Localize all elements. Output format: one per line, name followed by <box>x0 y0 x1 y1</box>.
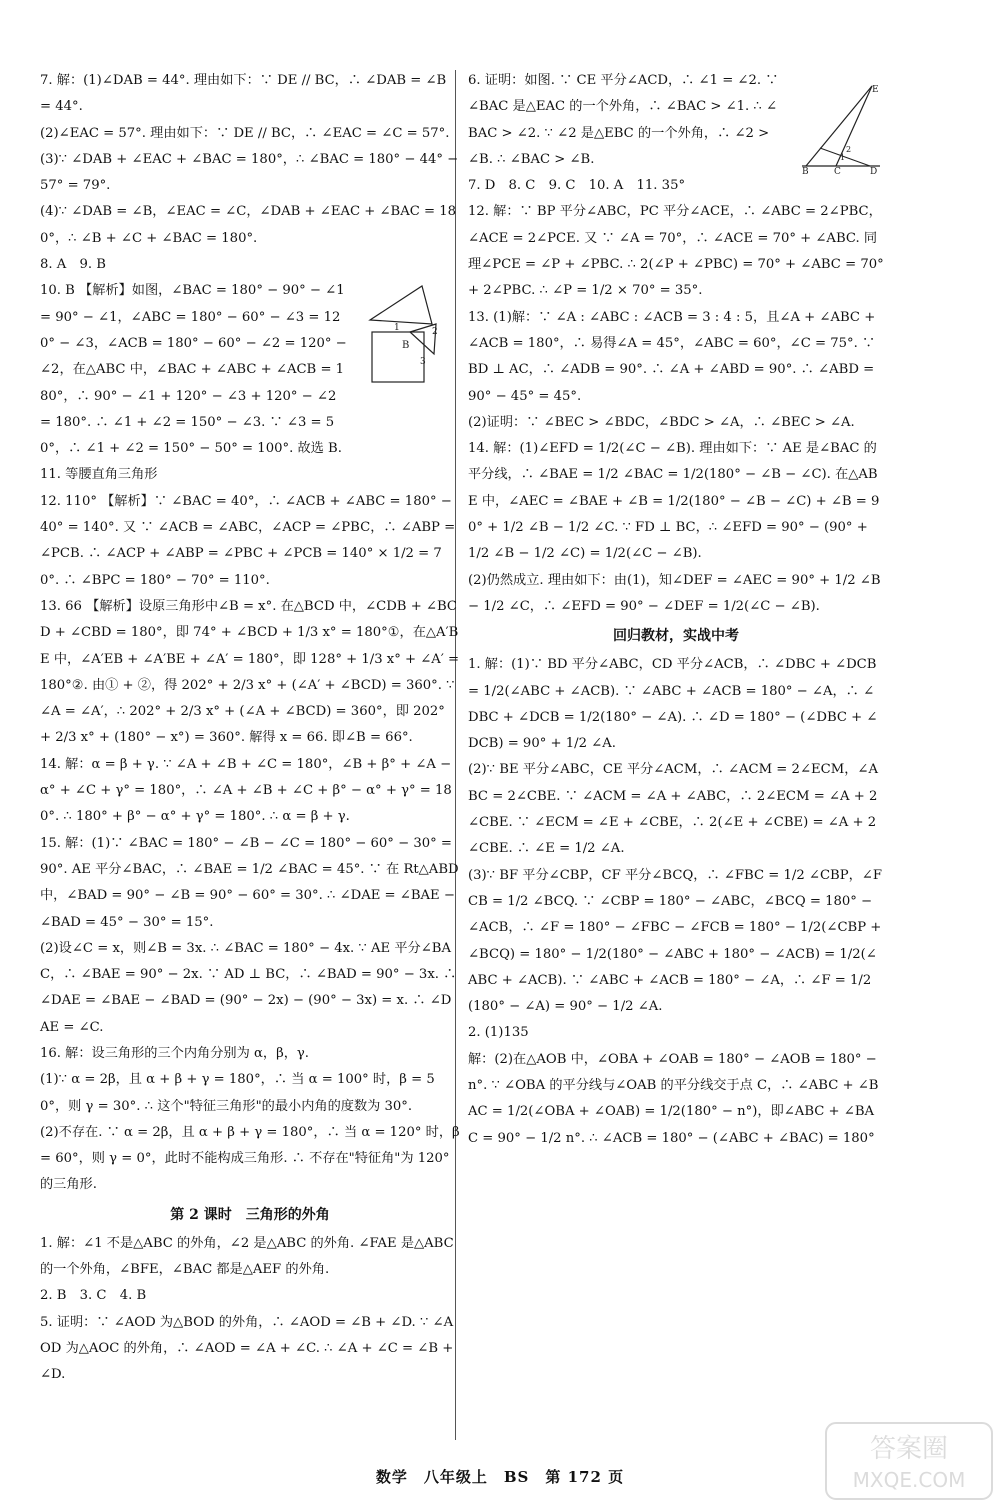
answer-7: 7. 解：(1)∠DAB = 44°. 理由如下：∵ DE // BC，∴ ∠DAB = ∠B = 44°. <box>40 73 447 115</box>
watermark-logo <box>824 1421 994 1501</box>
answer-6: 6. 证明：如图. ∵ CE 平分∠ACD，∴ ∠1 = ∠2. ∵ ∠BAC 是△EAC 的一个外角，∴ ∠BAC > ∠1. ∴ ∠BAC > ∠2. ∵ ∠2 是△EBC 的一个外角，∴ ∠2 > ∠B. ∴ ∠BAC > ∠B. <box>468 73 779 167</box>
lesson2-answer-2-4: 2. B 3. C 4. B <box>40 1288 147 1304</box>
svg-text:3: 3 <box>420 357 426 367</box>
review-answer-1: 1. 解：(1)∵ BD 平分∠ABC，CD 平分∠ACB，∴ ∠DBC + ∠DCB = 1/2(∠ABC + ∠ACB). ∵ ∠ABC + ∠ACB = 180° − ∠A，∴ ∠DBC + ∠DCB = 1/2(180° − ∠A). ∴ ∠D = 180° − (∠DBC + ∠DCB) = 90° + 1/2 ∠A. <box>468 657 878 752</box>
svg-text:B: B <box>802 167 809 174</box>
answer-14-right: 14. 解：(1)∠EFD = 1/2(∠C − ∠B). 理由如下：∵ AE 是∠BAC 的平分线，∴ ∠BAE = 1/2 ∠BAC = 1/2(180° − ∠B − ∠C). 在△ABE 中，∠AEC = ∠BAE + ∠B = 1/2(180° − ∠B − ∠C) + ∠B = 90° + 1/2 ∠B − 1/2 ∠C. ∵ FD ⊥ BC，∴ ∠EFD = 90° − (90° + 1/2 ∠B − 1/2 ∠C) = 1/2(∠C − ∠B). <box>468 441 880 562</box>
answer-11: 11. 等腰直角三角形 <box>40 467 158 483</box>
section-title-review: 回归教材，实战中考 <box>613 628 739 645</box>
answer-15-2: (2)设∠C = x，则∠B = 3x. ∴ ∠BAC = 180° − 4x. ∵ AE 平分∠BAC，∴ ∠BAE = 90° − 2x. ∵ AD ⊥ BC，∴ ∠BAD = 90° − 3x. ∴ ∠DAE = ∠BAE − ∠BAD = (90° − 2x) − (90° − 3x) = x. ∴ ∠DAE = ∠C. <box>40 940 457 1035</box>
section-title-lesson-2: 第 2 课时 三角形的外角 <box>170 1206 330 1223</box>
svg-text:E: E <box>872 85 879 95</box>
page-footer: 数学 八年级上 BS 第 172 页 <box>375 1468 625 1486</box>
left-column <box>40 68 460 1389</box>
answer-10: 10. B 【解析】如图，∠BAC = 180° − 90° − ∠1 = 90° − ∠1，∠ABC = 180° − 60° − ∠3 = 120° − ∠3，∠ACB = 180° − 60° − ∠2 = 120° − ∠2，在△ABC 中，∠BAC + ∠ABC + ∠ACB = 180°，∴ 90° − ∠1 + 120° − ∠3 + 120° − ∠2 = 180°. ∴ ∠1 + ∠2 = 150° − ∠3. ∵ ∠3 = 50°，∴ ∠1 + ∠2 = 150° − 50° = 100°. 故选 B. <box>40 283 347 457</box>
answer-13-right: 13. (1)解：∵ ∠A : ∠ABC : ∠ACB = 3 : 4 : 5，且∠A + ∠ABC + ∠ACB = 180°，∴ 易得∠A = 45°，∠ABC = 60°，∠C = 75°. ∵ BD ⊥ AC，∴ ∠ADB = 90°. ∴ ∠A + ∠ABD = 90°. ∴ ∠ABD = 90° − 45° = 45°. <box>468 309 876 404</box>
svg-text:1: 1 <box>394 323 400 333</box>
answer-16-2: (2)不存在. ∵ α = 2β，且 α + β + γ = 180°，∴ 当 α = 120° 时，β = 60°，则 γ = 0°，此时不能构成三角形. ∴ 不存在"特征角"为 120° 的三角形. <box>40 1124 460 1193</box>
answer-12: 12. 110° 【解析】∵ ∠BAC = 40°，∴ ∠ACB + ∠ABC = 180° − 40° = 140°. 又 ∵ ∠ACB = ∠ABC，∠ACP = ∠PBC，∴ ∠ABP = ∠PCB. ∴ ∠ACP + ∠ABP = ∠PBC + ∠PCB = 140° × 1/2 = 70°. ∴ ∠BPC = 180° − 70° = 110°. <box>40 493 456 588</box>
lesson2-answer-1: 1. 解：∠1 不是△ABC 的外角，∠2 是△ABC 的外角. ∠FAE 是△ABC 的一个外角，∠BFE，∠BAC 都是△AEF 的外角. <box>40 1235 454 1278</box>
right-column <box>468 68 884 1152</box>
answer-13: 13. 66 【解析】设原三角形中∠B = x°. 在△BCD 中，∠CDB + ∠BCD + ∠CBD = 180°，即 74° + ∠BCD + 1/3 x° = 180°①，在△A′BE 中，∠A′EB + ∠A′BE + ∠A′ = 180°，即 128° + 1/3 x° + ∠A′ = 180°②. 由① + ②，得 202° + 2/3 x° + (∠A′ + ∠BCD) = 360°. ∵ ∠A = ∠A′，∴ 202° + 2/3 x° + (∠A + ∠BCD) = 360°，即 202° + 2/3 x° + (180° − x°) = 360°. 解得 x = 66. 即∠B = 66°. <box>40 598 460 746</box>
svg-text:B: B <box>402 340 410 351</box>
answer-16-1: (1)∵ α = 2β，且 α + β + γ = 180°，∴ 当 α = 100° 时，β = 50°，则 γ = 30°. ∴ 这个"特征三角形"的最小内角的度数为 30°. <box>40 1072 435 1114</box>
answer-7-3: (3)∵ ∠DAB + ∠EAC + ∠BAC = 180°，∴ ∠BAC = 180° − 44° − 57° = 79°. <box>40 151 459 194</box>
review-answer-2: 2. (1)135 <box>468 1025 529 1041</box>
answer-15: 15. 解：(1)∵ ∠BAC = 180° − ∠B − ∠C = 180° − 60° − 30° = 90°. AE 平分∠BAC，∴ ∠BAE = 1/2 ∠BAC = 45°. ∵ 在 Rt△ABD 中，∠BAD = 90° − ∠B = 90° − 60° = 30°. ∴ ∠DAE = ∠BAE − ∠BAD = 45° − 30° = 15°. <box>40 835 459 930</box>
svg-text:1: 1 <box>840 153 846 162</box>
svg-text:答案圈: 答案圈 <box>869 1434 949 1464</box>
svg-text:C: C <box>834 167 841 174</box>
answer-14: 14. 解：α = β + γ. ∵ ∠A + ∠B + ∠C = 180°，∠B + β° + ∠A − α° + ∠C + γ° = 180°，∴ ∠A + ∠B + ∠C + β° − α° + γ° = 180°. ∴ 180° + β° − α° + γ° = 180°. ∴ α = β + γ. <box>40 756 452 825</box>
lesson2-answer-5: 5. 证明：∵ ∠AOD 为△BOD 的外角，∴ ∠AOD = ∠B + ∠D. ∵ ∠AOD 为△AOC 的外角，∴ ∠AOD = ∠A + ∠C. ∴ ∠A + ∠C = ∠B + ∠D. <box>40 1314 454 1383</box>
answer-7-11: 7. D 8. C 9. C 10. A 11. 35° <box>468 178 686 194</box>
svg-text:2: 2 <box>432 327 438 337</box>
svg-text:MXQE.COM: MXQE.COM <box>852 1468 966 1492</box>
answer-14-2-right: (2)仍然成立. 理由如下：由(1)，知∠DEF = ∠AEC = 90° + 1/2 ∠B − 1/2 ∠C，∴ ∠EFD = 90° − ∠DEF = 1/2(∠C − ∠B). <box>468 572 881 614</box>
answer-7-4: (4)∵ ∠DAB = ∠B，∠EAC = ∠C，∠DAB + ∠EAC + ∠BAC = 180°，∴ ∠B + ∠C + ∠BAC = 180°. <box>40 204 457 246</box>
review-answer-2-2: 解：(2)在△AOB 中，∠OBA + ∠OAB = 180° − ∠AOB = 180° − n°. ∵ ∠OBA 的平分线与∠OAB 的平分线交于点 C，∴ ∠ABC + ∠BAC = 1/2(∠OBA + ∠OAB) = 1/2(180° − n°)，即∠ABC + ∠BAC = 90° − 1/2 n°. ∴ ∠ACB = 180° − (∠ABC + ∠BAC) = 180° <box>468 1051 879 1146</box>
svg-text:2: 2 <box>846 145 852 154</box>
figure-triangle-square <box>362 284 454 384</box>
review-answer-1-2: (2)∵ BE 平分∠ABC，CE 平分∠ACM，∴ ∠ACM = 2∠ECM，∠ABC = 2∠CBE. ∵ ∠ACM = ∠A + ∠ABC，∴ 2∠ECM = ∠A + 2∠CBE. ∵ ∠ECM = ∠E + ∠CBE，∴ 2(∠E + ∠CBE) = ∠A + 2∠CBE. ∴ ∠E = 1/2 ∠A. <box>468 762 878 857</box>
answer-16: 16. 解：设三角形的三个内角分别为 α，β，γ. <box>40 1045 309 1061</box>
answer-13-2-right: (2)证明：∵ ∠BEC > ∠BDC，∠BDC > ∠A，∴ ∠BEC > ∠A. <box>468 414 855 430</box>
answer-8-9: 8. A 9. B <box>40 257 106 273</box>
figure-triangle-ecb <box>800 82 884 174</box>
review-answer-1-3: (3)∵ BF 平分∠CBP，CF 平分∠BCQ，∴ ∠FBC = 1/2 ∠CBP，∠FCB = 1/2 ∠BCQ. ∵ ∠CBP = 180° − ∠ABC，∠BCQ = 180° − ∠ACB，∴ ∠F = 180° − ∠FBC − ∠FCB = 180° − 1/2(∠CBP + ∠BCQ) = 180° − 1/2(180° − ∠ABC + 180° − ∠ACB) = 1/2(∠ABC + ∠ACB). ∵ ∠ABC + ∠ACB = 180° − ∠A，∴ ∠F = 1/2(180° − ∠A) = 90° − 1/2 ∠A. <box>468 867 882 1015</box>
answer-7-2: (2)∠EAC = 57°. 理由如下：∵ DE // BC，∴ ∠EAC = ∠C = 57°. <box>40 125 450 141</box>
svg-text:D: D <box>870 167 878 174</box>
answer-12-right: 12. 解：∵ BP 平分∠ABC，PC 平分∠ACE，∴ ∠ABC = 2∠PBC，∠ACE = 2∠PCE. 又 ∵ ∠A = 70°，∴ ∠ACE = 70° + ∠ABC. 同理∠PCE = ∠P + ∠PBC. ∴ 2(∠P + ∠PBC) = 70° + ∠ABC = 70° + 2∠PBC. ∴ ∠P = 1/2 × 70° = 35°. <box>468 204 884 299</box>
